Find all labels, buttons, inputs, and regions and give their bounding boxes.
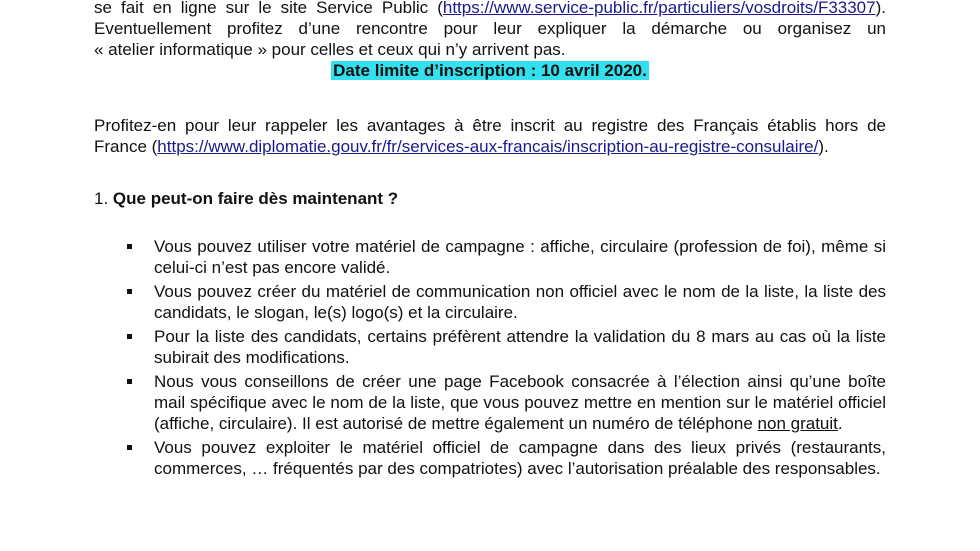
deadline-highlight: Date limite d’inscription : 10 avril 2020.	[333, 61, 647, 80]
reminder-line-2-end: ).	[818, 137, 829, 156]
bullet-list	[94, 236, 886, 479]
bullet-item-4	[94, 371, 886, 434]
bullet-item-2	[94, 281, 886, 323]
bullet-4-underlined: non gratuit	[757, 414, 838, 433]
section-number: 1.	[94, 189, 109, 208]
intro-paragraph	[94, 0, 886, 81]
section-heading	[94, 188, 886, 209]
bullet-text-1: Vous pouvez utiliser votre matériel de campagne : affiche, circulaire (profession de foi), même si celui-ci n’est pas encore validé.	[154, 237, 886, 277]
intro-line-1-text: se fait en ligne sur le site Service Public (	[94, 0, 443, 17]
bullet-text-5: Vous pouvez exploiter le matériel officiel de campagne dans des lieux privés (restaurants, commerces, … fréquentés par des compatriotes) avec l’autorisation préalable des responsables.	[154, 438, 886, 478]
intro-line-2: Eventuellement profitez d’une rencontre pour leur expliquer la démarche ou organisez un	[94, 19, 886, 38]
diplomatie-link[interactable]: https://www.diplomatie.gouv.fr/fr/services-aux-francais/inscription-au-registre-consulaire/	[157, 137, 819, 156]
intro-line-3: « atelier informatique » pour celles et ceux qui n’y arrivent pas.	[94, 40, 566, 59]
deadline-line	[94, 60, 886, 81]
service-public-link[interactable]: https://www.service-public.fr/particuliers/vosdroits/F33307	[442, 0, 876, 17]
bullet-4-end: .	[837, 414, 843, 433]
intro-line-1	[94, 0, 886, 18]
section-title: Que peut-on faire dès maintenant ?	[112, 189, 399, 208]
reminder-line-2-start: France (	[94, 137, 158, 156]
reminder-line-1: Profitez-en pour leur rappeler les avantages à être inscrit au registre des Français établis hors de	[94, 116, 886, 135]
bullet-text-4: Nous vous conseillons de créer une page Facebook consacrée à l’élection ainsi qu’une boîte mail spécifique avec le nom de la liste, que vous pouvez mettre en mention sur le matériel officiel (affiche, circulaire). Il est autorisé de mettre également un numéro de téléphone	[154, 372, 886, 433]
reminder-line-2	[94, 136, 886, 157]
intro-line-1-end: ).	[875, 0, 886, 17]
bullet-text-2: Vous pouvez créer du matériel de communication non officiel avec le nom de la liste, la liste des candidats, le slogan, le(s) logo(s) et la circulaire.	[154, 282, 886, 322]
bullet-item-3	[94, 326, 886, 368]
bullet-item-1	[94, 236, 886, 278]
bullet-text-3: Pour la liste des candidats, certains préfèrent attendre la validation du 8 mars au cas où la liste subirait des modifications.	[154, 327, 886, 367]
bullet-item-5	[94, 437, 886, 479]
reminder-paragraph	[94, 115, 886, 157]
